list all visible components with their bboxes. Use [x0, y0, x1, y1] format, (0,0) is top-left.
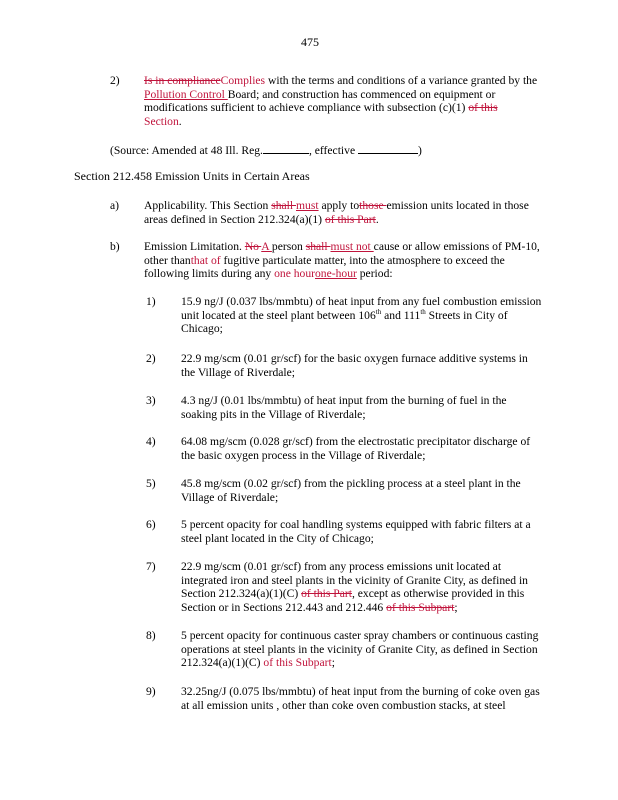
effective-date-blank: [358, 143, 418, 154]
inserted-text: one hour: [274, 267, 315, 281]
document-page: 475 2) Is in complianceComplies with the terms and conditions of a variance granted by the Pollution Control Board; and construction has commenced on equipment or modifications sufficient to achieve compliance with subsection (c)(1) of this Section. (Source: Amended at 48 Ill. Reg. , effective ) Section 212.458 Emission Units in Certain Areas a) Applicability. This Section shall must apply tothose emission units located in those areas defined in Section 212.324(a)(1) of this Part. b) Emission Limitation. No A person shall must not cause or allow emissions of PM-10, other thanthat of fugitive particulate matter, into the atmosphere to exceed the following limits during any one hourone-hour period: 1) 15.9 ng/J (0.037 lbs/mmbtu) of heat input from any fuel combustion emission unit located at the steel plant between 106th and 111th Streets in City of Chicago; 2) 22.9 mg/scm (0.01 gr/scf) for the basic oxygen furnace additive systems in the Village of Riverdale; 3) 4.3 ng/J (0.01 lbs/mmbtu) of heat input from the burning of fuel in the soaking pits in the Village of Riverdale; 4) 64.08 mg/scm (0.028 gr/scf) from the electrostatic precipitator discharge of the basic oxygen process in the Village of Riverdale; 5) 45.8 mg/scm (0.02 gr/scf) from the pickling process at a steel plant in the Village of Riverdale; 6) 5 percent opacity for coal handling systems equipped with fabric filters at a steel plant located in the City of Chicago; 7) 22.9 mg/scm (0.01 gr/scf) from any process emissions unit located at integrated iron and steel plants in the vicinity of Granite City, as defined in Section 212.324(a)(1)(C) of this Part, except as otherwise provided in this Section or in Sections 212.443 and 212.446 of this Subpart; 8) 5 percent opacity for continuous caster spray chambers or continuous casting operations at steel plants in the vicinity of Granite City, as defined in Section 212.324(a)(1)(C) of this Subpart; 9) 32.25ng/J (0.075 lbs/mmbtu) of heat input from the burning of coke oven gas at all emission units , other than coke oven combustion stacks, at steel: [74, 35, 542, 712]
deleted-text: those: [359, 199, 387, 212]
inserted-text: of this Subpart: [263, 656, 332, 670]
deleted-text: No: [244, 240, 262, 253]
inserted-text: that of: [190, 253, 221, 267]
reg-blank: [263, 143, 309, 154]
deleted-text: of this Part: [324, 212, 376, 226]
page-number: 475: [301, 35, 319, 49]
item-text: Is in complianceComplies with the terms and conditions of a variance granted by the Pollution Control Board; and construction has commenced on equipment or modifications sufficient to achieve compliance with subsection (c)(1) of this Section.: [144, 74, 538, 128]
deleted-text: of this: [468, 101, 498, 115]
subsection-label: a): [110, 199, 120, 212]
subsection-text: Emission Limitation. No A person shall must not cause or allow emissions of PM-10, other thanthat of fugitive particulate matter, into the atmosphere to exceed the following limits during any one hourone-hour period:: [144, 240, 540, 281]
inserted-text: Complies: [220, 74, 266, 87]
section-heading: Section 212.458 Emission Units in Certain Areas: [74, 169, 310, 183]
inserted-text: must not: [330, 240, 374, 253]
inserted-text: Section: [144, 114, 179, 128]
deleted-text: of this Subpart: [386, 600, 455, 614]
inserted-text: A: [261, 240, 272, 253]
inserted-text: Pollution Control: [144, 87, 228, 101]
deleted-text: shall: [305, 240, 331, 253]
inserted-text: one-hour: [315, 267, 357, 281]
inserted-text: must: [296, 199, 319, 212]
deleted-text: shall: [271, 199, 296, 212]
source-note: (Source: Amended at 48 Ill. Reg. , effective ): [110, 144, 422, 157]
item-number: 2): [110, 74, 120, 87]
subsection-text: Applicability. This Section shall must apply tothose emission units located in those areas defined in Section 212.324(a)(1) of this Part.: [144, 199, 529, 226]
deleted-text: of this Part: [301, 587, 352, 601]
deleted-text: Is in compliance: [144, 74, 221, 87]
subsection-label: b): [110, 240, 120, 253]
